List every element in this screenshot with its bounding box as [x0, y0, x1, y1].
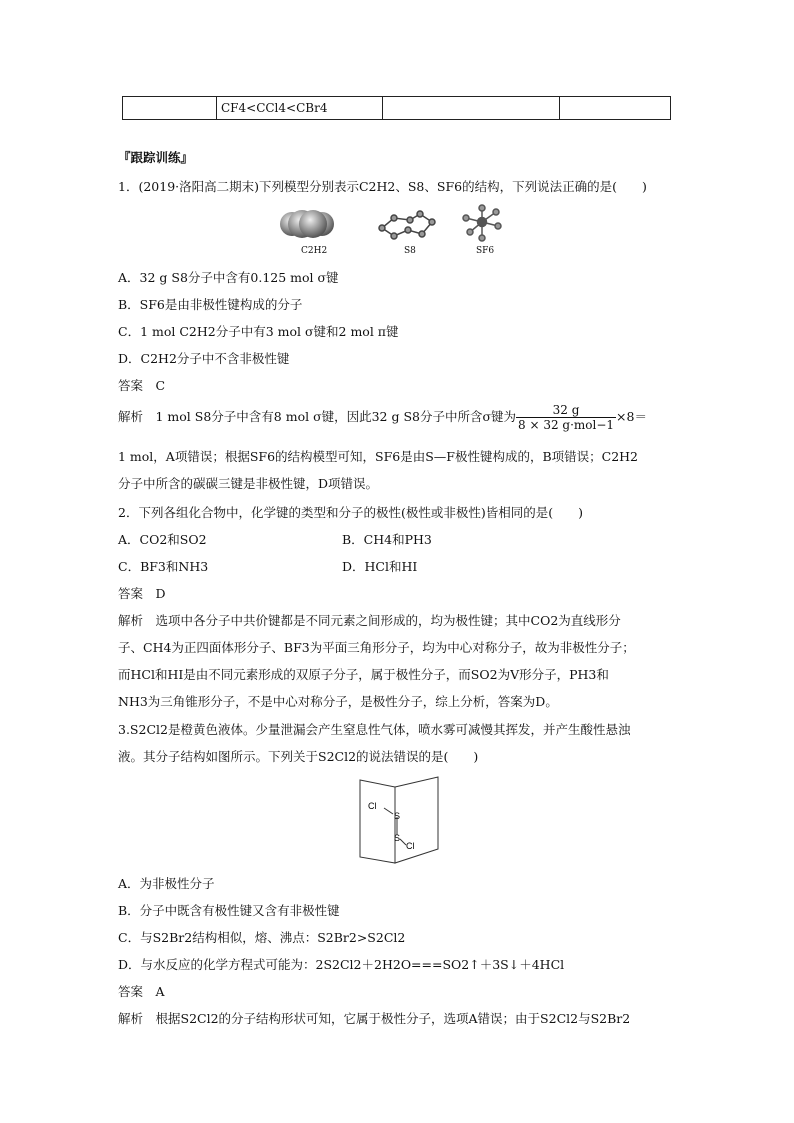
- q3-option-c: C．与S2Br2结构相似，熔、沸点：S2Br2>S2Cl2: [118, 930, 406, 945]
- q1-answer: 答案 C: [118, 378, 166, 393]
- q1-analysis-tail: ×8＝: [616, 409, 647, 424]
- q1-analysis-line3: 分子中所含的碳碳三键是非极性键，D项错误。: [118, 476, 379, 491]
- q1-option-d: D．C2H2分子中不含非极性键: [118, 351, 290, 366]
- q2-option-a: A．CO2和SO2: [118, 532, 207, 547]
- cl2-label: Cl: [406, 841, 415, 851]
- comparison-table: [122, 96, 671, 120]
- table-cell: CF4<CCl4<CBr4: [217, 97, 383, 120]
- table-cell: [123, 97, 217, 120]
- sf6-label: SF6: [476, 246, 495, 256]
- fraction-numerator: 32 g: [516, 403, 616, 418]
- q1-option-a: A．32 g S8分子中含有0.125 mol σ键: [118, 270, 339, 285]
- q3-option-d: D．与水反应的化学方程式可能为：2S2Cl2＋2H2O===SO2↑＋3S↓＋4HCl: [118, 957, 565, 972]
- q2-option-c: C．BF3和NH3: [118, 559, 209, 574]
- bracket-left-icon: 『: [118, 150, 131, 165]
- q3-answer: 答案 A: [118, 984, 165, 999]
- q3-stem-line2: 液。其分子结构如图所示。下列关于S2Cl2的说法错误的是( ): [118, 749, 479, 764]
- q3-option-a: A．为非极性分子: [118, 876, 215, 891]
- fraction-denominator: 8 × 32 g·mol−1: [518, 418, 615, 432]
- q2-analysis-line1: 解析 选项中各分子中共价键都是不同元素之间形成的，均为极性键；其中CO2为直线形分: [118, 613, 621, 628]
- q2-analysis-line3: 而HCl和HI是由不同元素形成的双原子分子，属于极性分子，而SO2为V形分子，PH3和: [118, 667, 609, 682]
- c2h2-label: C2H2: [301, 246, 328, 256]
- cl1-label: Cl: [368, 801, 377, 811]
- table-row: [123, 97, 671, 120]
- s8-label: S8: [404, 246, 416, 256]
- q3-stem-line1: 3.S2Cl2是橙黄色液体。少量泄漏会产生窒息性气体，喷水雾可减慢其挥发，并产生酸性悬浊: [118, 722, 631, 737]
- sf6-model-icon: [463, 205, 501, 241]
- c2h2-model-icon: [280, 210, 334, 238]
- q2-analysis-line2: 子、CH4为正四面体形分子、BF3为平面三角形分子，均为中心对称分子，故为非极性分子；: [118, 640, 635, 655]
- table-cell: [383, 97, 560, 120]
- q2-stem: 2．下列各组化合物中，化学键的类型和分子的极性(极性或非极性)皆相同的是( ): [118, 505, 583, 520]
- q1-option-c: C．1 mol C2H2分子中有3 mol σ键和2 mol π键: [118, 324, 399, 339]
- q3-option-b: B．分子中既含有极性键又含有非极性键: [118, 903, 340, 918]
- fraction: [516, 403, 616, 432]
- q3-analysis-line1: 解析 根据S2Cl2的分子结构形状可知，它属于极性分子，选项A错误；由于S2Cl2与S2Br2: [118, 1011, 631, 1026]
- s1-label: S: [394, 811, 401, 821]
- q2-answer: 答案 D: [118, 586, 166, 601]
- section-title-text: 跟踪训练: [130, 150, 181, 165]
- bracket-right-icon: 』: [180, 150, 194, 165]
- table-cell: [560, 97, 671, 120]
- s8-model-icon: [379, 211, 435, 239]
- q2-option-b: B．CH4和PH3: [342, 532, 432, 547]
- q2-option-d: D．HCl和HI: [342, 559, 418, 574]
- q1-analysis-line1: [118, 403, 647, 432]
- q2-analysis-line4: NH3为三角锥形分子，不是中心对称分子，是极性分子，综上分析，答案为D。: [118, 694, 558, 709]
- q1-analysis-text: 解析 1 mol S8分子中含有8 mol σ键，因此32 g S8分子中所含σ键为: [118, 409, 517, 424]
- q1-analysis-line2: 1 mol，A项错误；根据SF6的结构模型可知，SF6是由S—F极性键构成的，B项错误；C2H2: [118, 449, 639, 464]
- section-title: [118, 148, 193, 166]
- s2-label: S: [394, 833, 401, 843]
- q1-option-b: B．SF6是由非极性键构成的分子: [118, 297, 303, 312]
- s2cl2-structure-diagram: [340, 775, 460, 870]
- q1-stem: 1．(2019·洛阳高二期末)下列模型分别表示C2H2、S8、SF6的结构，下列说法正确的是( ): [118, 179, 647, 194]
